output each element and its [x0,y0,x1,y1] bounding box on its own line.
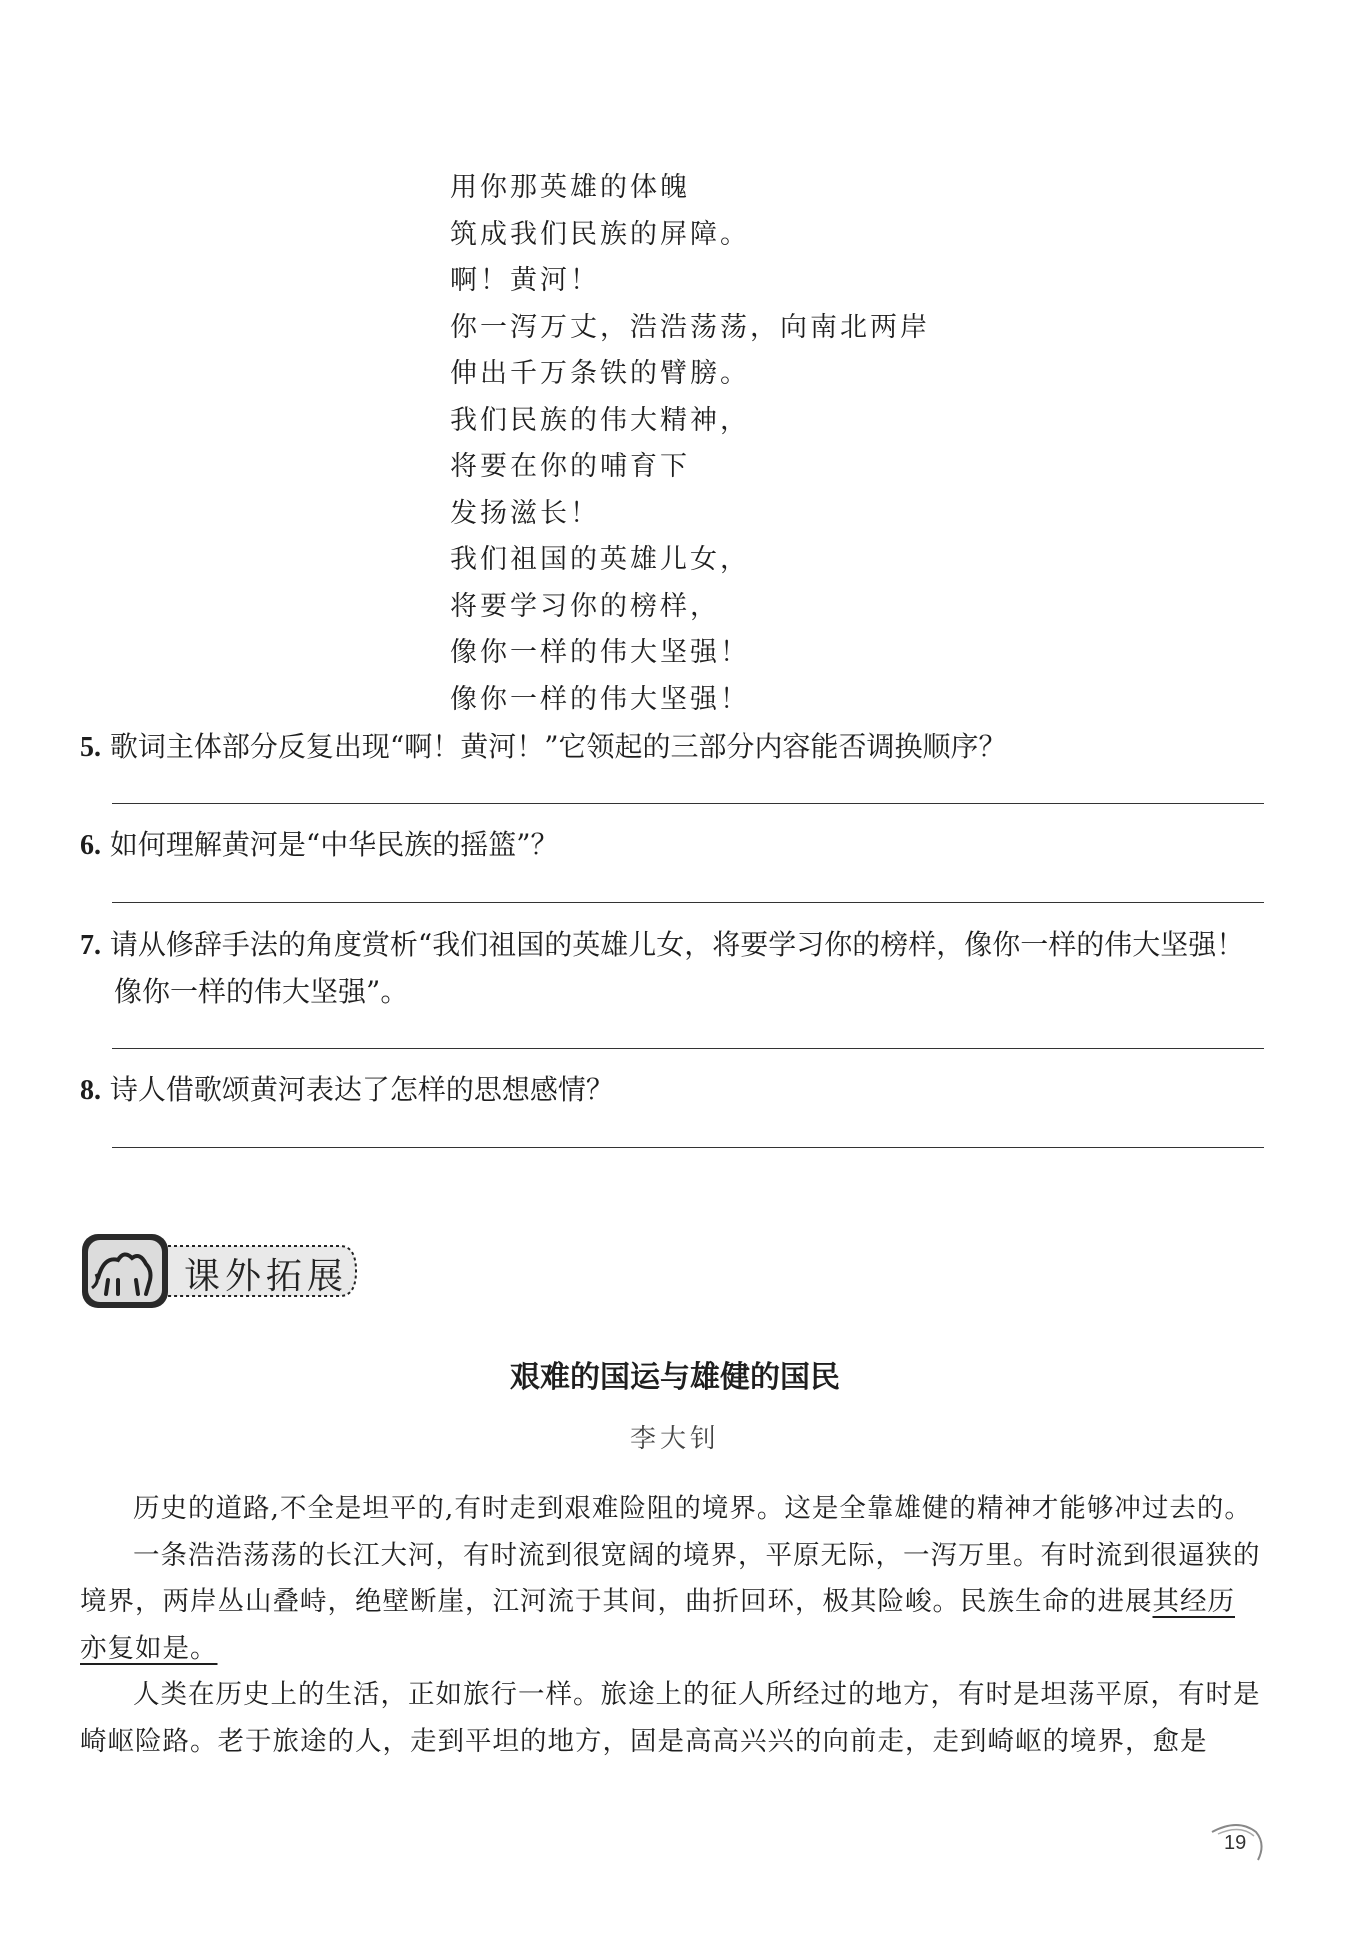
question-text: 歌词主体部分反复出现“啊！黄河！”它领起的三部分内容能否调换顺序？ [109,730,1007,763]
poem-line: 将要在你的哺育下 [450,451,690,482]
article-title: 艰难的国运与雄健的国民 [510,1360,840,1395]
answer-line-5[interactable] [112,803,1264,804]
question-7 [80,922,1260,1015]
question-number: 8. [80,1075,101,1106]
question-8 [80,1067,1260,1114]
poem-line: 伸出千万条铁的臂膀。 [450,358,750,389]
poem-line: 像你一样的伟大坚强！ [450,683,750,715]
poem-excerpt [450,165,930,723]
poem-line: 像你一样的伟大坚强！ [450,637,750,668]
page-number: 19 [1224,1832,1247,1854]
answer-line-6[interactable] [112,902,1264,903]
section-header [78,1230,358,1312]
section-title: 课外拓展 [184,1256,349,1297]
question-number: 5. [80,732,101,763]
underlined-phrase: 其经历亦复如是。 [80,1586,1235,1664]
poem-line: 发扬滋长！ [450,497,600,529]
question-5 [80,724,1260,771]
article-body [80,1486,1262,1765]
article-author: 李大钊 [629,1424,720,1454]
poem-line: 啊！黄河！ [450,265,600,296]
poem-line: 你一泻万丈，浩浩荡荡，向南北两岸 [450,311,930,343]
question-text: 诗人借歌颂黄河表达了怎样的思想感情？ [109,1073,614,1106]
poem-line: 用你那英雄的体魄 [450,172,690,203]
poem-line: 将要学习你的榜样， [450,590,720,622]
poem-line: 筑成我们民族的屏障。 [450,218,750,250]
question-text: 如何理解黄河是“中华民族的摇篮”？ [109,828,559,861]
poem-line: 我们民族的伟大精神， [450,404,750,436]
paragraph-text: 一条浩浩荡荡的长江大河，有时流到很宽阔的境界，平原无际，一泻万里。有时流到很逼狭的境界，两岸丛山叠峙，绝壁断崖，江河流于其间，曲折回环，极其险峻。民族生命的进展 [80,1539,1261,1617]
page-number-badge [1208,1818,1268,1868]
camel-emblem-icon [78,1230,174,1312]
paragraph: 历史的道路,不全是坦平的,有时走到艰难险阻的境界。这是全靠雄健的精神才能够冲过去的。 [133,1493,1252,1524]
question-number: 7. [80,930,101,961]
question-number: 6. [80,830,101,861]
question-text: 请从修辞手法的角度赏析“我们祖国的英雄儿女，将要学习你的榜样，像你一样的伟大坚强！像你一样的伟大坚强”。 [109,928,1245,1008]
answer-line-8[interactable] [112,1147,1264,1148]
paragraph: 人类在历史上的生活，正如旅行一样。旅途上的征人所经过的地方，有时是坦荡平原，有时是崎岖险路。老于旅途的人，走到平坦的地方，固是高高兴兴的向前走，走到崎岖的境界，愈是 [80,1679,1261,1757]
question-6 [80,822,1260,869]
paragraph [80,1533,1262,1673]
answer-line-7[interactable] [112,1048,1264,1049]
poem-line: 我们祖国的英雄儿女， [450,544,750,575]
